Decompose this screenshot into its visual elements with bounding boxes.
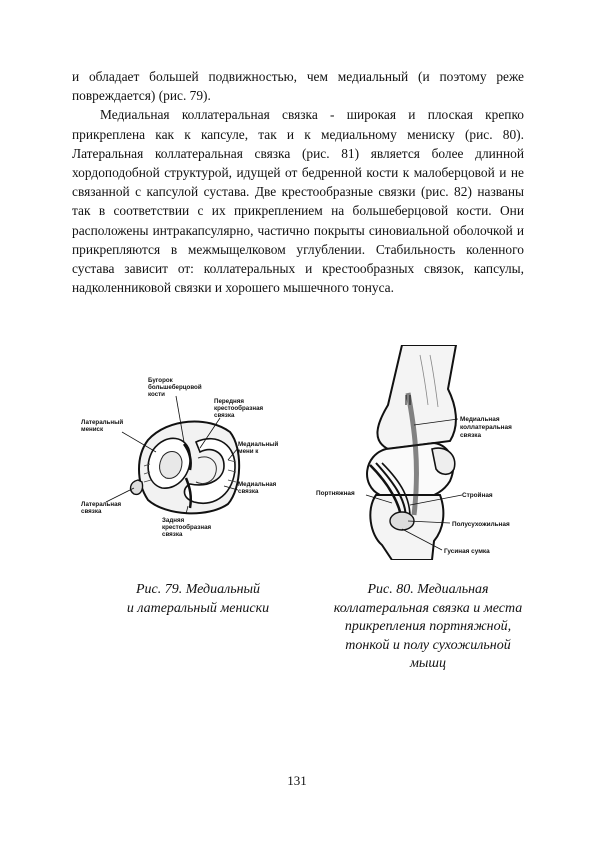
label-medial-ligament: связка bbox=[238, 488, 259, 495]
page-number: 131 bbox=[287, 773, 307, 788]
label-gracilis: Стройная bbox=[462, 492, 493, 499]
label-tubercle: кости bbox=[148, 391, 165, 398]
caption-line: тонкой и полу сухожильной bbox=[345, 637, 511, 653]
label-tubercle: Бугорок bbox=[148, 377, 173, 384]
label-medial-ligament: Медиальная bbox=[238, 481, 277, 488]
label-posterior-cruciate: крестообразная bbox=[162, 524, 212, 531]
label-posterior-cruciate: Задняя bbox=[162, 517, 185, 524]
paragraph: Медиальная коллатеральная связка - широкая и плоская крепко прикреплена как к капсуле, так и к медиальному мениску (рис. 80). Латеральная коллатеральная связка (рис. 81) является более длинной хордоподобной структурой, идущей от бедренной кости к малоберцовой и не связанной с капсулой сустава. Две крестообразные связки (рис. 82) названы так в соответствии с их прикреплением на большеберцовой кости. Они расположены интракапсулярно, частично покрыты синовиальной оболочкой и прикрепляются в межмыщелковом углублении. Стабильность коленного сустава зависит от: коллатеральных и крестообразных связок, капсулы, надколенниковой связки и хорошего мышечного тонуса. bbox=[72, 107, 524, 296]
label-anterior-cruciate: Передняя bbox=[214, 398, 244, 405]
label-lateral-ligament: связка bbox=[81, 508, 102, 515]
label-anterior-cruciate: связка bbox=[214, 412, 235, 419]
label-medial-meniscus: мени к bbox=[238, 448, 259, 455]
label-medial-collateral-ligament: Медиальная bbox=[460, 416, 500, 423]
label-sartorius: Портняжная bbox=[316, 490, 355, 497]
label-semitendinosus: Полусухожильная bbox=[452, 521, 510, 528]
caption-line: Рис. 80. Медиальная bbox=[367, 582, 489, 597]
label-anterior-cruciate: крестообразная bbox=[214, 405, 264, 412]
label-posterior-cruciate: связка bbox=[162, 531, 183, 538]
body-text bbox=[72, 67, 524, 297]
caption-line: и латеральный мениски bbox=[126, 600, 270, 616]
caption-line: коллатеральная связка и места bbox=[333, 600, 523, 616]
figure-79-caption bbox=[98, 581, 298, 618]
paragraph: и обладает большей подвижностью, чем медиальный (и поэтому реже повреждается) (рис. 79). bbox=[72, 69, 524, 104]
label-medial-meniscus: Медиальный bbox=[238, 441, 279, 448]
figure-80-knee-diagram bbox=[310, 345, 550, 560]
label-pes-anserinus: Гусиная сумка bbox=[444, 548, 490, 555]
figure-80-caption bbox=[316, 581, 540, 674]
label-medial-collateral-ligament: коллатеральная bbox=[460, 424, 512, 431]
label-medial-collateral-ligament: связка bbox=[460, 432, 482, 439]
caption-line: Рис. 79. Медиальный bbox=[135, 582, 261, 597]
figure-79-menisci-diagram bbox=[78, 370, 303, 550]
label-lateral-meniscus: Латеральный bbox=[81, 419, 124, 426]
caption-line: мышц bbox=[410, 656, 446, 671]
label-lateral-ligament: Латеральная bbox=[81, 501, 122, 508]
label-lateral-meniscus: мениск bbox=[81, 426, 104, 433]
caption-line: прикрепления портняжной, bbox=[344, 619, 512, 634]
label-tubercle: большеберцовой bbox=[148, 384, 202, 391]
